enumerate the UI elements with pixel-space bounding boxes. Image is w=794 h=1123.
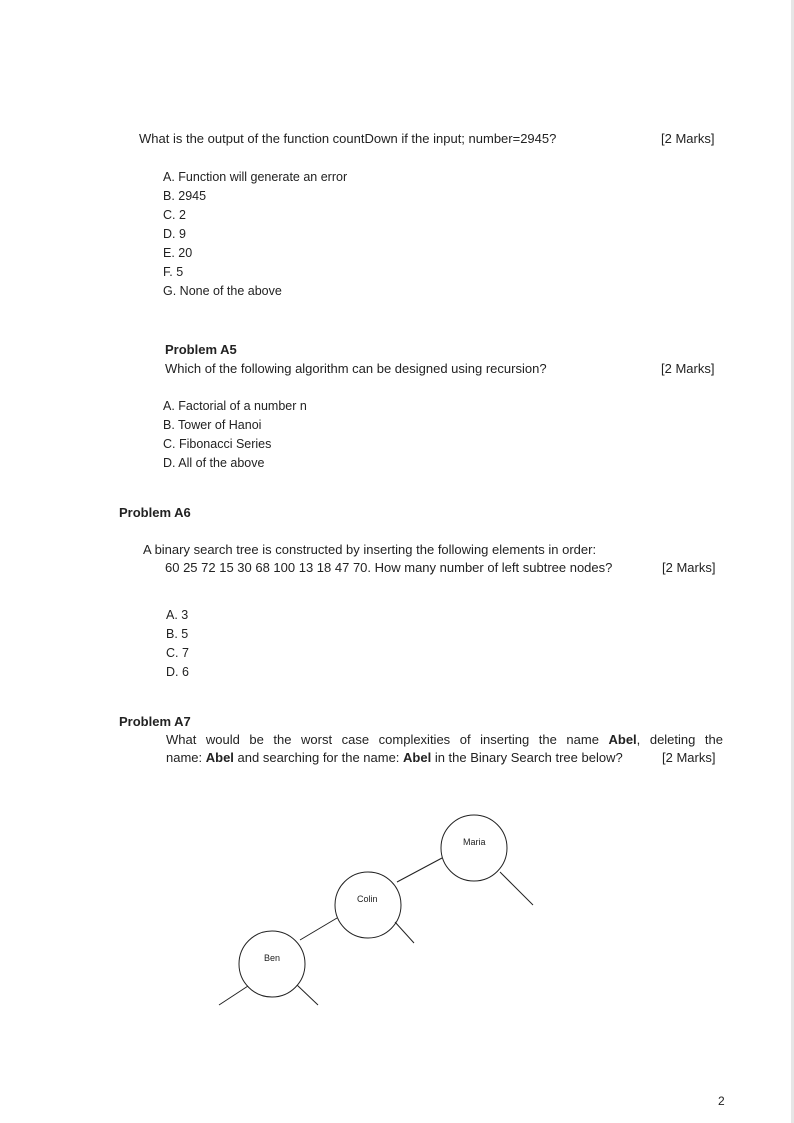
a7-line1-bold1: Abel: [608, 732, 637, 747]
a7-line2-bold1: Abel: [205, 750, 234, 765]
option-q4-c: C. 2: [163, 208, 186, 222]
countdown-marks: [2 Marks]: [661, 131, 715, 146]
option-a6-b: B. 5: [166, 627, 189, 641]
a7-line2-text2: and searching for the name:: [233, 750, 404, 765]
problem-a6-heading: Problem A6: [119, 505, 191, 520]
option-a6-c: C. 7: [166, 646, 189, 660]
edge-maria-right: [500, 872, 533, 905]
option-q4-a: A. Function will generate an error: [163, 170, 348, 184]
problem-a6-marks: [2 Marks]: [662, 560, 716, 575]
problem-a5-heading: Problem A5: [165, 342, 237, 357]
option-a5-b: B. Tower of Hanoi: [163, 418, 262, 432]
tree-node-maria-circle: [441, 815, 507, 881]
option-a6-a: A. 3: [166, 608, 189, 622]
problem-a5-question: Which of the following algorithm can be designed using recursion?: [165, 361, 547, 376]
tree-node-ben-label: Ben: [264, 953, 281, 963]
edge-colin-right: [395, 922, 414, 943]
problem-a5-marks: [2 Marks]: [661, 361, 715, 376]
option-a5-d: D. All of the above: [163, 456, 265, 470]
option-q4-e: E. 20: [163, 246, 193, 260]
a7-line2-text1: name:: [166, 750, 206, 765]
edge-colin-ben: [300, 918, 337, 940]
tree-node-maria-label: Maria: [463, 837, 486, 847]
tree-node-colin-label: Colin: [357, 894, 378, 904]
problem-a6-line2: 60 25 72 15 30 68 100 13 18 47 70. How many number of left subtree nodes?: [165, 560, 613, 575]
problem-a7-marks: [2 Marks]: [662, 750, 716, 765]
option-a5-c: C. Fibonacci Series: [163, 437, 272, 451]
option-q4-d: D. 9: [163, 227, 186, 241]
a7-line1-text2: , deleting the: [636, 732, 723, 747]
option-a6-d: D. 6: [166, 665, 189, 679]
option-a5-a: A. Factorial of a number n: [163, 399, 307, 413]
problem-a6-line1: A binary search tree is constructed by inserting the following elements in order:: [143, 542, 597, 557]
option-q4-f: F. 5: [163, 265, 184, 279]
edge-maria-colin: [397, 858, 442, 882]
a7-line2-bold2: Abel: [403, 750, 432, 765]
edge-ben-left: [219, 986, 248, 1005]
edge-ben-right: [297, 985, 318, 1005]
page-number: 2: [718, 1094, 725, 1108]
problem-a7-heading: Problem A7: [119, 714, 191, 729]
tree-node-colin-circle: [335, 872, 401, 938]
a7-line2-text3: in the Binary Search tree below?: [431, 750, 623, 765]
option-q4-g: G. None of the above: [163, 284, 282, 298]
option-q4-b: B. 2945: [163, 189, 207, 203]
tree-node-ben-circle: [239, 931, 305, 997]
countdown-question: What is the output of the function countDown if the input; number=2945?: [139, 131, 557, 146]
a7-line1-text1: What would be the worst case complexities of inserting the name: [166, 732, 609, 747]
